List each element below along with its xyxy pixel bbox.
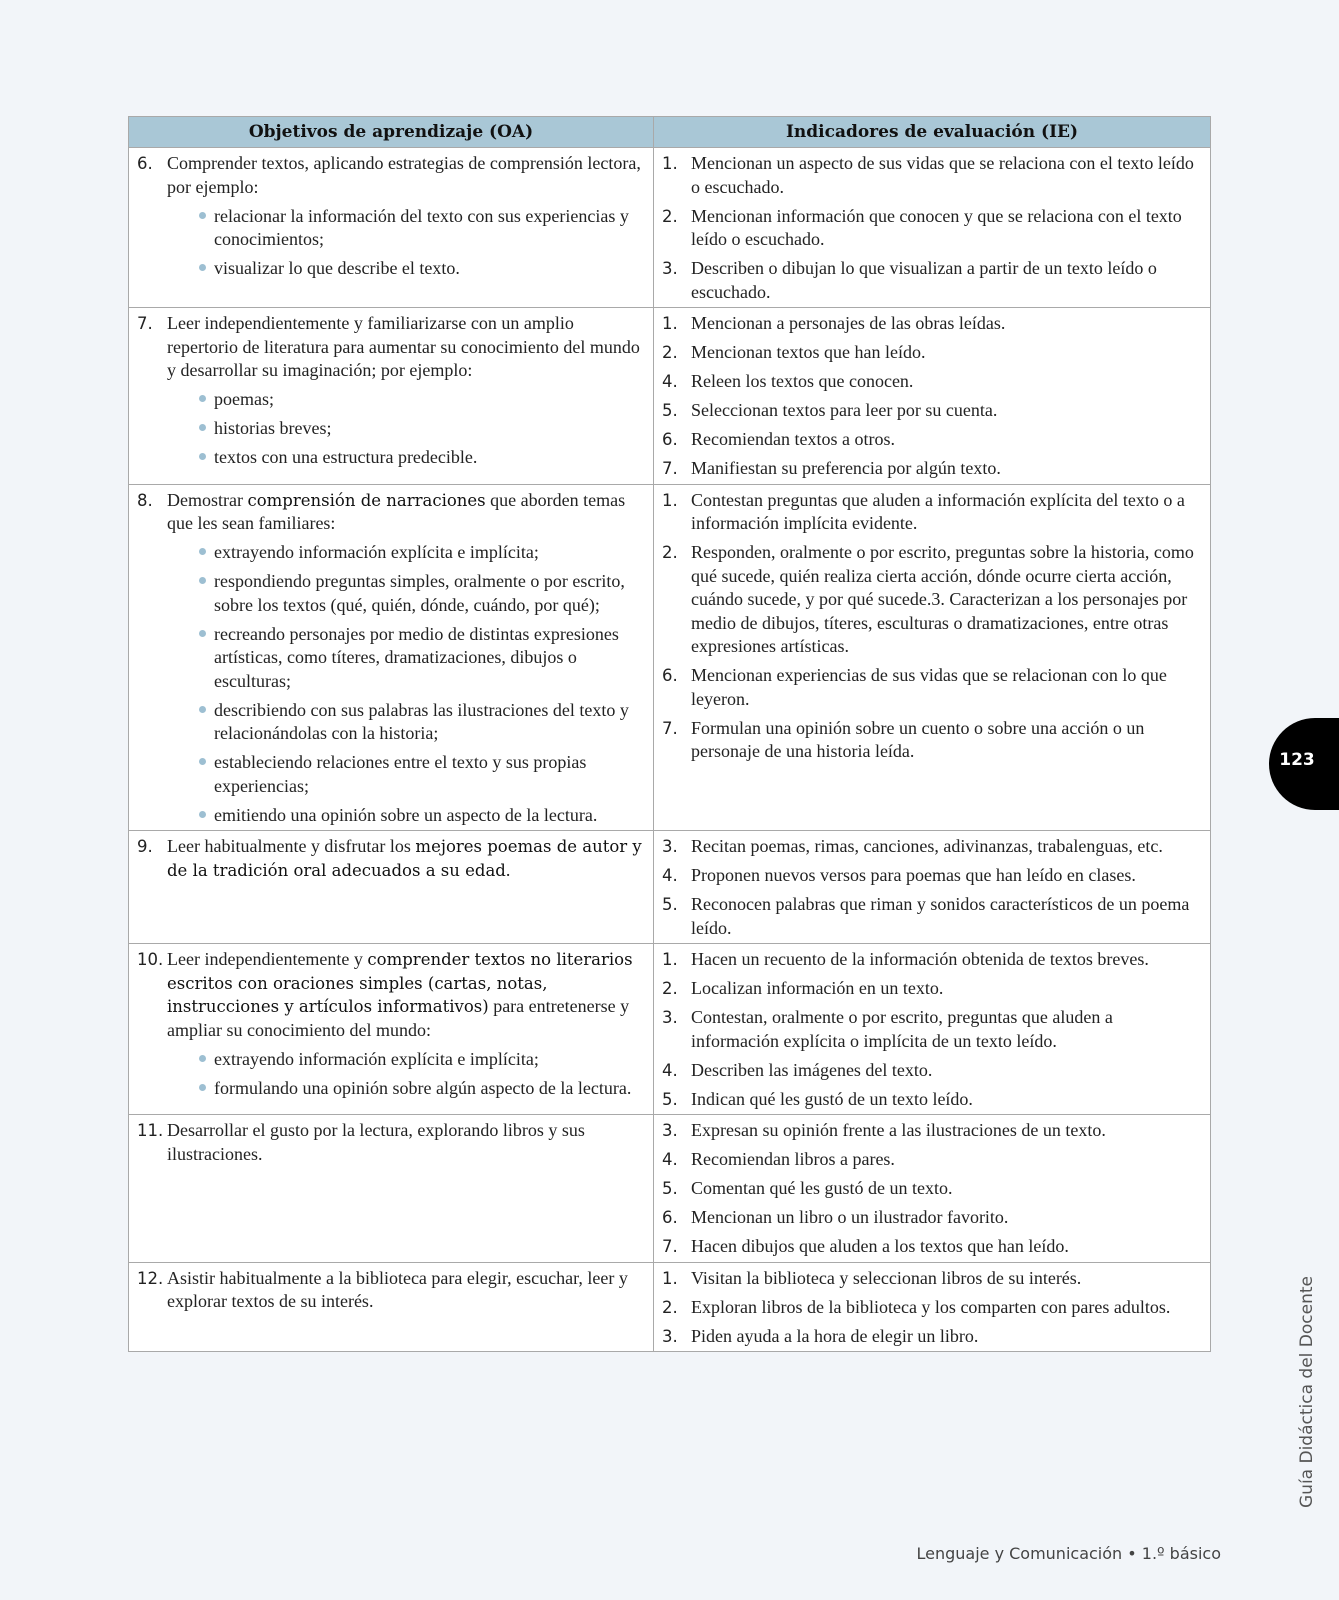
ie-list <box>662 948 1200 1111</box>
ie-item <box>662 312 1200 336</box>
oa-body <box>167 1267 643 1314</box>
oa-body <box>167 152 643 281</box>
oa-number: 6. <box>137 154 153 173</box>
oa-statement <box>167 1119 643 1166</box>
ie-item <box>662 717 1200 764</box>
oa-bullet-text: historias breves; <box>214 418 332 438</box>
ie-item <box>662 428 1200 452</box>
oa-bullet-list <box>167 541 643 827</box>
table-header-row <box>129 117 1211 148</box>
ie-text: Comentan qué les gustó de un texto. <box>691 1178 953 1198</box>
ie-number: 6. <box>662 666 678 685</box>
oa-text-segment: Asistir habitualmente a la biblioteca para elegir, escuchar, leer y explorar textos de su interés. <box>167 1267 628 1311</box>
ie-number: 4. <box>662 1060 678 1080</box>
ie-item <box>662 489 1200 536</box>
ie-text: Mencionan experiencias de sus vidas que se relacionan con lo que leyeron. <box>691 665 1167 709</box>
ie-text: Formulan una opinión sobre un cuento o sobre una acción o un personaje de una historia leída. <box>691 717 1145 761</box>
oa-cell <box>129 1115 654 1263</box>
ie-number: 1. <box>662 314 678 333</box>
oa-cell <box>129 308 654 485</box>
ie-item <box>662 1267 1200 1291</box>
ie-cell <box>654 1262 1211 1352</box>
ie-number: 5. <box>662 1179 678 1198</box>
table-row <box>129 148 1211 308</box>
ie-text: Releen los textos que conocen. <box>691 371 914 391</box>
ie-text: Responden, oralmente o por escrito, preguntas sobre la historia, como qué sucede, quién realiza cierta acción, dónde ocurre cierta acción, cuándo sucede, y por qué sucede.3. Caracterizan a los personajes por medio de dibujos, títeres, esculturas o dramatizaciones, entre otras expresiones artísticas. <box>691 542 1194 656</box>
oa-body <box>167 312 643 470</box>
oa-item <box>137 312 643 470</box>
page-number: 123 <box>1279 750 1315 770</box>
ie-text: Describen las imágenes del texto. <box>691 1059 933 1080</box>
ie-text: Recomiendan textos a otros. <box>691 429 895 449</box>
oa-bullet-text: describiendo con sus palabras las ilustraciones del texto y relacionándolas con la historia; <box>214 699 629 743</box>
oa-text-segment: Leer habitualmente y disfrutar los <box>167 836 416 856</box>
oa-item <box>137 835 643 882</box>
bullet-dot-icon <box>199 264 206 271</box>
oa-bullet-text: estableciendo relaciones entre el texto y sus propias experiencias; <box>214 752 587 796</box>
ie-list <box>662 489 1200 764</box>
oa-number: 8. <box>137 490 153 510</box>
oa-bullet-text: textos con una estructura predecible. <box>214 447 478 467</box>
oa-statement <box>167 835 643 882</box>
oa-bullet-text: respondiendo preguntas simples, oralmente o por escrito, sobre los textos (qué, quién, dónde, cuándo, por qué); <box>214 571 625 615</box>
table-row <box>129 944 1211 1115</box>
bullet-dot-icon <box>199 212 206 219</box>
oa-bullet-item <box>197 804 643 828</box>
ie-text: Mencionan un libro o un ilustrador favorito. <box>691 1207 1009 1227</box>
table-row <box>129 484 1211 831</box>
ie-item <box>662 341 1200 365</box>
oa-bullet-text: emitiendo una opinión sobre un aspecto de la lectura. <box>214 804 598 825</box>
oa-body <box>167 948 643 1100</box>
oa-text-segment: Leer independientemente y familiarizarse con un amplio repertorio de literatura para aumentar su conocimiento del mundo y desarrollar su imaginación; por ejemplo: <box>167 313 640 380</box>
ie-number: 1. <box>662 490 678 510</box>
oa-emphasis: comprensión de narraciones <box>247 490 486 510</box>
oa-text-segment: . <box>505 859 511 880</box>
ie-text: Mencionan información que conocen y que se relaciona con el texto leído o escuchado. <box>691 205 1182 249</box>
ie-number: 4. <box>662 866 678 885</box>
ie-text: Recomiendan libros a pares. <box>691 1149 895 1169</box>
oa-body <box>167 489 643 828</box>
bullet-dot-icon <box>199 630 206 637</box>
ie-cell <box>654 308 1211 485</box>
ie-number: 1. <box>662 1268 678 1288</box>
table-row <box>129 831 1211 944</box>
ie-item <box>662 1177 1200 1201</box>
ie-item <box>662 399 1200 423</box>
footer-text: Lenguaje y Comunicación • 1.º básico <box>916 1544 1221 1563</box>
ie-number: 7. <box>662 718 678 738</box>
ie-item <box>662 1119 1200 1143</box>
bullet-dot-icon <box>199 548 206 555</box>
ie-cell <box>654 148 1211 308</box>
ie-text: Contestan preguntas que aluden a información explícita del texto o a información implícita evidente. <box>691 489 1185 533</box>
ie-text: Exploran libros de la biblioteca y los comparten con pares adultos. <box>691 1296 1171 1317</box>
ie-text: Reconocen palabras que riman y sonidos característicos de un poema leído. <box>691 894 1190 938</box>
ie-number: 6. <box>662 1208 678 1227</box>
oa-bullet-item <box>197 751 643 798</box>
side-title: Guía Didáctica del Docente <box>1297 1276 1317 1508</box>
ie-number: 2. <box>662 1297 678 1317</box>
oa-body <box>167 835 643 882</box>
ie-text: Describen o dibujan lo que visualizan a partir de un texto leído o escuchado. <box>691 258 1157 302</box>
ie-cell <box>654 484 1211 831</box>
oa-bullet-text: recreando personajes por medio de distintas expresiones artísticas, como títeres, dramatizaciones, dibujos o esculturas; <box>214 623 619 691</box>
table-row <box>129 1262 1211 1352</box>
ie-item <box>662 1235 1200 1259</box>
ie-item <box>662 1088 1200 1112</box>
ie-text: Hacen dibujos que aluden a los textos que han leído. <box>691 1236 1069 1256</box>
oa-statement <box>167 948 643 1042</box>
oa-bullet-list <box>167 205 643 281</box>
oa-bullet-item <box>197 570 643 617</box>
ie-text: Hacen un recuento de la información obtenida de textos breves. <box>691 949 1149 969</box>
oa-statement <box>167 1267 643 1314</box>
oa-text-segment: para entretenerse y ampliar su conocimiento del mundo: <box>167 996 630 1040</box>
ie-text: Localizan información en un texto. <box>691 978 944 998</box>
oa-emphasis: mejores poemas de autor y de la tradición oral adecuados a su edad <box>167 837 642 880</box>
ie-item <box>662 1325 1200 1349</box>
ie-list <box>662 152 1200 304</box>
oa-bullet-item <box>197 1048 643 1072</box>
oa-text-segment: que aborden temas que les sean familiares: <box>167 489 626 533</box>
ie-list <box>662 312 1200 481</box>
ie-number: 3. <box>662 1326 678 1346</box>
ie-text: Seleccionan textos para leer por su cuenta. <box>691 400 998 420</box>
ie-item <box>662 835 1200 859</box>
oa-bullet-text: formulando una opinión sobre algún aspecto de la lectura. <box>214 1077 632 1098</box>
oa-bullet-item <box>197 257 643 281</box>
oa-bullet-item <box>197 699 643 746</box>
oa-bullet-item <box>197 541 643 565</box>
oa-bullet-text: relacionar la información del texto con sus experiencias y conocimientos; <box>214 205 629 249</box>
oa-bullet-text: extrayendo información explícita e implícita; <box>214 542 539 562</box>
ie-text: Piden ayuda a la hora de elegir un libro. <box>691 1325 979 1346</box>
oa-body <box>167 1119 643 1166</box>
bullet-dot-icon <box>199 395 206 402</box>
ie-text: Proponen nuevos versos para poemas que han leído en clases. <box>691 865 1136 885</box>
ie-number: 4. <box>662 372 678 391</box>
ie-text: Contestan, oralmente o por escrito, preguntas que aluden a información explícita o implícita de un texto leído. <box>691 1007 1113 1051</box>
oa-cell <box>129 148 654 308</box>
ie-number: 4. <box>662 1150 678 1169</box>
ie-item <box>662 257 1200 304</box>
oa-bullet-item <box>197 1077 643 1101</box>
ie-item <box>662 948 1200 972</box>
ie-item <box>662 541 1200 659</box>
ie-number: 3. <box>662 1121 678 1140</box>
ie-item <box>662 664 1200 711</box>
oa-cell <box>129 831 654 944</box>
oa-emphasis: comprender textos no literarios escritos con oraciones simples (cartas, notas, instrucciones y artículos informativos) <box>167 950 633 1016</box>
oa-statement <box>167 489 643 536</box>
oa-number: 7. <box>137 314 153 333</box>
ie-text: Recitan poemas, rimas, canciones, adivinanzas, trabalenguas, etc. <box>691 836 1163 856</box>
ie-number: 5. <box>662 895 678 914</box>
ie-item <box>662 152 1200 199</box>
oa-item <box>137 1119 643 1166</box>
oa-bullet-item <box>197 446 643 470</box>
oa-cell <box>129 1262 654 1352</box>
ie-number: 3. <box>662 1008 678 1027</box>
oa-bullet-text: extrayendo información explícita e implícita; <box>214 1048 539 1069</box>
oa-bullet-text: visualizar lo que describe el texto. <box>214 258 460 278</box>
ie-number: 2. <box>662 206 678 226</box>
oa-item <box>137 489 643 828</box>
ie-item <box>662 1006 1200 1053</box>
ie-cell <box>654 1115 1211 1263</box>
ie-number: 3. <box>662 259 678 278</box>
bullet-dot-icon <box>199 453 206 460</box>
ie-number: 2. <box>662 543 678 562</box>
ie-number: 3. <box>662 837 678 856</box>
ie-text: Mencionan un aspecto de sus vidas que se relaciona con el texto leído o escuchado. <box>691 153 1194 197</box>
bullet-dot-icon <box>199 577 206 584</box>
oa-bullet-list <box>167 1048 643 1101</box>
oa-item <box>137 1267 643 1314</box>
ie-number: 1. <box>662 154 678 173</box>
ie-number: 2. <box>662 979 678 998</box>
oa-bullet-list <box>167 388 643 470</box>
ie-text: Indican qué les gustó de un texto leído. <box>691 1088 973 1109</box>
oa-ie-table <box>128 116 1211 1352</box>
oa-number: 9. <box>137 837 153 856</box>
oa-bullet-item <box>197 623 643 694</box>
ie-item <box>662 1206 1200 1230</box>
bullet-dot-icon <box>199 811 206 818</box>
oa-item <box>137 948 643 1100</box>
bullet-dot-icon <box>199 758 206 765</box>
ie-number: 7. <box>662 1237 678 1256</box>
oa-text-segment: Comprender textos, aplicando estrategias de comprensión lectora, por ejemplo: <box>167 153 641 197</box>
oa-item <box>137 152 643 281</box>
oa-text-segment: Leer independientemente y <box>167 949 368 969</box>
bullet-dot-icon <box>199 424 206 431</box>
ie-item <box>662 1296 1200 1320</box>
oa-bullet-item <box>197 388 643 412</box>
ie-item <box>662 370 1200 394</box>
ie-item <box>662 893 1200 940</box>
ie-item <box>662 1059 1200 1083</box>
ie-cell <box>654 831 1211 944</box>
ie-item <box>662 1148 1200 1172</box>
ie-list <box>662 835 1200 940</box>
oa-bullet-item <box>197 417 643 441</box>
ie-number: 2. <box>662 343 678 362</box>
ie-text: Manifiestan su preferencia por algún texto. <box>691 458 1001 478</box>
ie-cell <box>654 944 1211 1115</box>
oa-cell <box>129 484 654 831</box>
ie-number: 7. <box>662 459 678 478</box>
oa-bullet-text: poemas; <box>214 389 274 409</box>
ie-list <box>662 1119 1200 1259</box>
table-row <box>129 1115 1211 1263</box>
ie-text: Visitan la biblioteca y seleccionan libros de su interés. <box>691 1267 1082 1288</box>
ie-item <box>662 205 1200 252</box>
oa-statement <box>167 152 643 199</box>
ie-list <box>662 1267 1200 1349</box>
ie-number: 1. <box>662 950 678 969</box>
oa-text-segment: Demostrar <box>167 489 248 510</box>
oa-cell <box>129 944 654 1115</box>
ie-text: Mencionan a personajes de las obras leídas. <box>691 313 1006 333</box>
oa-number: 10. <box>137 950 164 969</box>
ie-number: 5. <box>662 401 678 420</box>
oa-bullet-item <box>197 205 643 252</box>
header-oa: Objetivos de aprendizaje (OA) <box>129 117 654 148</box>
ie-item <box>662 864 1200 888</box>
oa-number: 11. <box>137 1121 164 1140</box>
ie-item <box>662 977 1200 1001</box>
ie-item <box>662 457 1200 481</box>
oa-statement <box>167 312 643 383</box>
bullet-dot-icon <box>199 1055 206 1062</box>
oa-text-segment: Desarrollar el gusto por la lectura, explorando libros y sus ilustraciones. <box>167 1120 585 1164</box>
ie-text: Mencionan textos que han leído. <box>691 342 926 362</box>
header-ie: Indicadores de evaluación (IE) <box>654 117 1211 148</box>
ie-number: 5. <box>662 1089 678 1109</box>
bullet-dot-icon <box>199 706 206 713</box>
oa-number: 12. <box>137 1268 164 1288</box>
table-body <box>129 148 1211 1352</box>
bullet-dot-icon <box>199 1084 206 1091</box>
ie-text: Expresan su opinión frente a las ilustraciones de un texto. <box>691 1120 1106 1140</box>
table-row <box>129 308 1211 485</box>
ie-number: 6. <box>662 430 678 449</box>
